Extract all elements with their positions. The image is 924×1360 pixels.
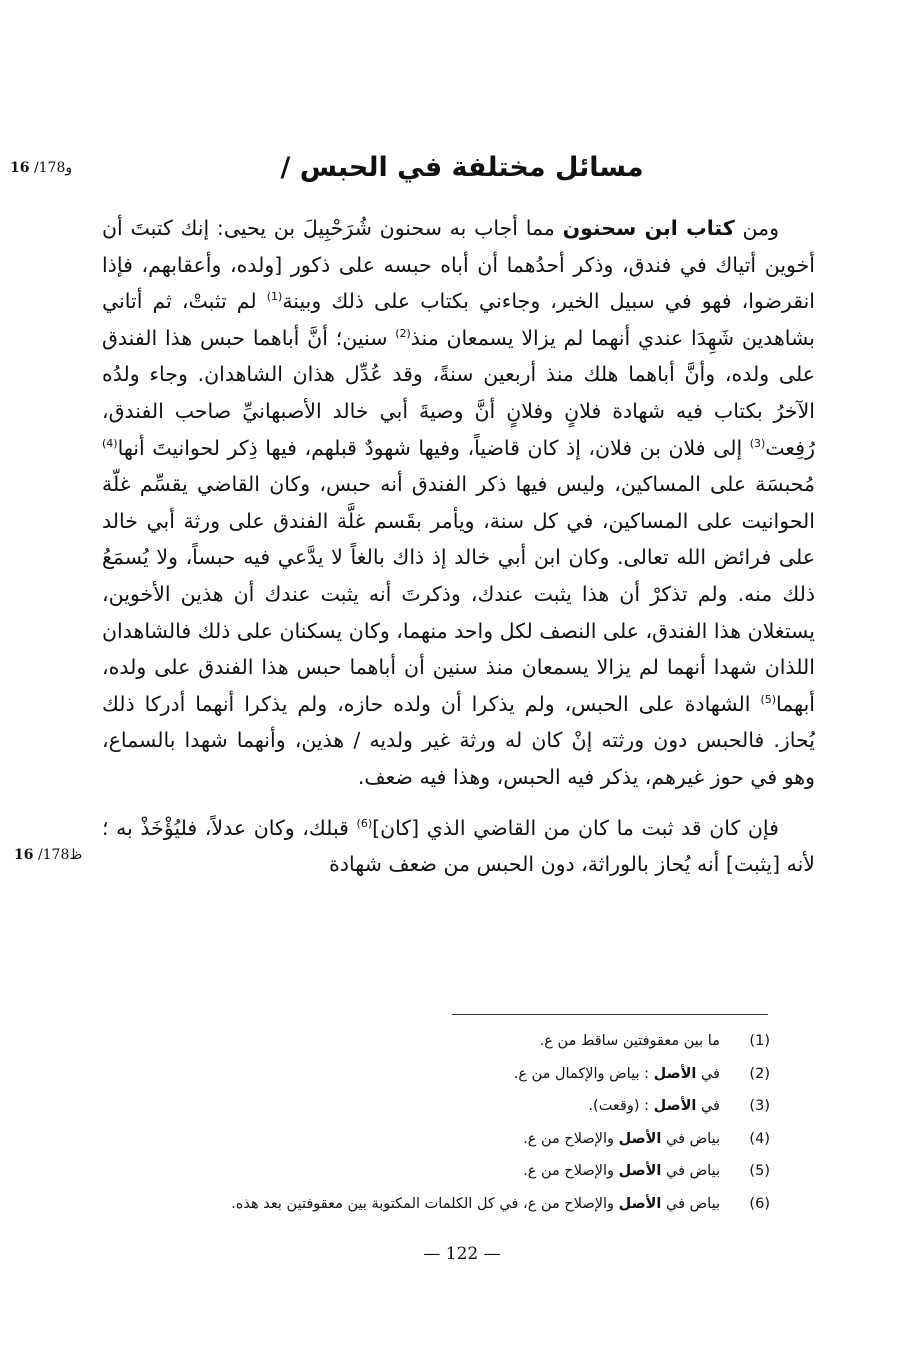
footnote-item [120, 1125, 770, 1158]
footnote-text-rest: والإصلاح من ع، في كل الكلمات المكتوبة بين معقوفتين بعد هذه. [231, 1195, 619, 1212]
footnote-text-rest: : (وقعت). [588, 1098, 654, 1114]
footnote-bold-term: الأصل [618, 1163, 662, 1179]
paragraph-1 [102, 210, 815, 796]
footnote-separator [452, 1014, 768, 1015]
folio-reference-margin [14, 847, 82, 863]
folio-top-number: 16 [10, 160, 30, 176]
footnote-number: (3) [749, 1098, 770, 1114]
footnote-item [120, 1092, 770, 1125]
folio-top-ref: /178و [33, 160, 73, 176]
page-number: — 122 — [423, 1244, 501, 1264]
footnote-item [120, 1157, 770, 1190]
footnote-ref-3: (3) [749, 436, 766, 450]
main-text [102, 210, 815, 883]
book-title: كتاب ابن سحنون [562, 216, 735, 240]
footnote-item [120, 1060, 770, 1093]
footnote-text: في [696, 1098, 720, 1114]
footnote-text: بياض في [661, 1195, 720, 1212]
footnote-ref-4: (4) [102, 436, 118, 450]
footnote-item [120, 1027, 770, 1060]
footnote-number: (6) [749, 1195, 770, 1212]
folio-mid-number: 16 [14, 847, 34, 863]
footnote-text: بياض في [661, 1130, 720, 1147]
footnote-ref-1: (1) [266, 290, 283, 304]
folio-reference-top [10, 160, 72, 176]
footnote-bold-term: الأصل [653, 1098, 697, 1114]
para1-text-a: مما أجاب به سحنون شُرَحْبِيلَ بن يحيى: إنك كتبتَ أن أخوين أتياك في فندق، وذكر أحدُهما أن أباه حبسه على ذكور [ولده، وأعقابهم، فإذا انقرضوا، فهو في سبيل الخير، وجاءني بكتاب على ذلك وبينة [102, 216, 815, 314]
para2-text-b: قبلك، وكان عدلاً، فليُؤْخَذْ به ؛ لأنه [يثبت] أنه يُحاز بالوراثة، دون الحبس من ضعف شهادة [102, 815, 815, 877]
footnote-item [120, 1190, 770, 1223]
para1-text-b: لم تثبتْ، ثم أتاني بشاهدين شَهِدَا عندي أنهما لم يزالا يسمعان منذ [102, 289, 815, 350]
paragraph-2 [102, 810, 815, 883]
footnote-text: ما بين معقوفتين ساقط من ع. [539, 1033, 720, 1049]
para1-opening: ومن [742, 216, 779, 240]
footnotes-list [120, 1027, 770, 1222]
footnote-bold-term: الأصل [618, 1130, 662, 1147]
para1-text-e: مُحبسَة على المساكين، وليس فيها ذكر الفندق أنه حبس، وكان القاضي يقسِّم غلّة الحوانيت على المساكين، في كل سنة، ويأمر بقَسم غلَّة الفندق على ورثة أبي خالد على فرائض الله تعالى. وكان ابن أبي خالد إذ ذاك بالغاً لا يدَّعي فيه حبساً، ولا يُسمَعُ ذلك منه. ولم تذكرْ أن هذا يثبت عندك، وذكرتَ أنه يثبت عندك أن هذين الأخوين، يستغلان هذا الفندق، على النصف لكل واحد منهما، وكان يسكنان على ذلك فالشاهدان اللذان شهدا أنهما لم يزالا يسمعان منذ سنين أن أباهما حبس هذا الفندق على ولده، أبهما [102, 472, 815, 716]
folio-mid-ref: /178ظ [37, 847, 83, 863]
footnote-text: في [696, 1065, 720, 1082]
page-heading: مسائل مختلفة في الحبس / [280, 152, 644, 183]
footnote-ref-5: (5) [760, 692, 777, 706]
para1-text-d: إلى فلان بن فلان، إذ كان قاضياً، وفيها شهودٌ قبلهم، فيها ذِكر لحوانيتَ أنها [117, 435, 750, 460]
footnote-bold-term: الأصل [653, 1065, 697, 1082]
footnote-text-rest: : بياض والإكمال من ع. [513, 1065, 654, 1082]
footnote-number: (1) [749, 1033, 770, 1049]
para1-text-c: سنين؛ أنَّ أباهما حبس هذا الفندق على ولده، وأنَّ أباهما هلك منذ أربعين سنةً، وقد عُدِّل هذان الشاهدان. وجاء ولدُه الآخرُ بكتاب فيه شهادة فلانٍ وفلانٍ أنَّ وصيةَ أبي خالد الأصبهانيِّ صاحب الفندق، رُفِعت [102, 325, 815, 460]
footnote-text-rest: والإصلاح من ع. [523, 1163, 619, 1179]
para1-text-f: الشهادة على الحبس، ولم يذكرا أن ولده حازه، ولم يذكرا أنهما أدركا ذلك يُحاز. فالحبس دون ورثته إنْ كان له ورثة غير ولديه / هذين، وأنهما شهدا بالسماع، وهو في حوز غيرهم، يذكر فيه الحبس، وهذا فيه ضعف. [102, 691, 815, 789]
footnote-bold-term: الأصل [618, 1195, 662, 1212]
footnote-ref-2: (2) [395, 326, 411, 340]
footnote-ref-6: (6) [356, 816, 373, 830]
footnote-number: (4) [749, 1130, 770, 1147]
footnote-text: بياض في [661, 1163, 720, 1179]
footnote-text-rest: والإصلاح من ع. [523, 1130, 619, 1147]
footnote-number: (5) [749, 1163, 770, 1179]
para2-text-a: فإن كان قد ثبت ما كان من القاضي الذي [كان] [372, 815, 779, 840]
footnote-number: (2) [749, 1065, 770, 1082]
